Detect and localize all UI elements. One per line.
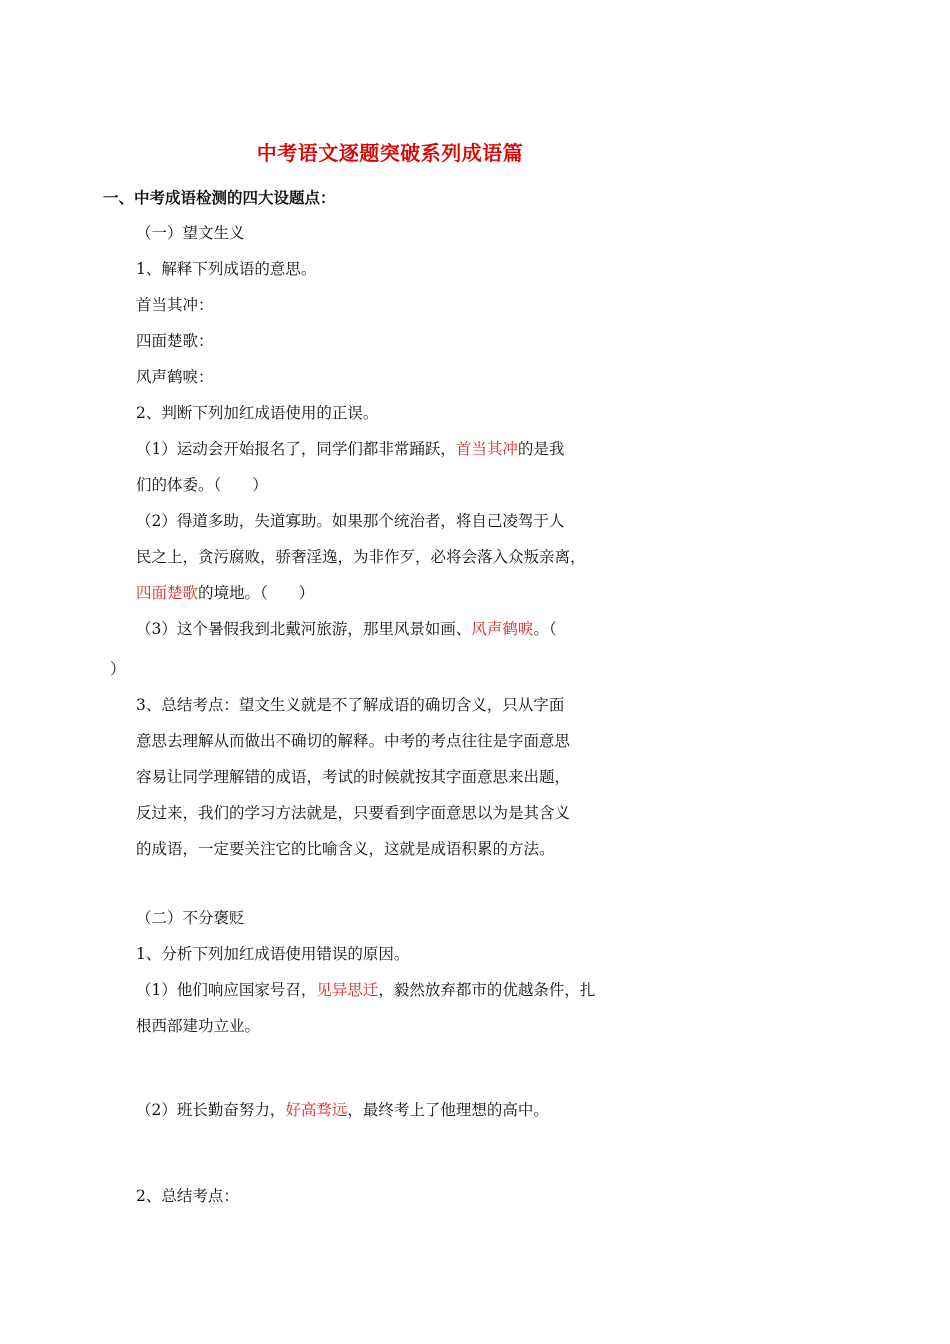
- item-text: （3）这个暑假我到北戴河旅游，那里风景如画、: [136, 620, 472, 638]
- blank-line-1: 首当其冲：: [136, 296, 214, 314]
- item-text: 。（: [533, 620, 557, 638]
- summary-line-2: 意思去理解从而做出不确切的解释。中考的考点往往是字面意思: [136, 732, 571, 750]
- blank-line-3: 风声鹤唳：: [136, 368, 214, 386]
- item-text: ，毅然放弃都市的优越条件，扎: [378, 981, 596, 999]
- blank-line-2: 四面楚歌：: [136, 332, 214, 350]
- item-3-line-2: ）: [110, 660, 126, 678]
- red-idiom: 风声鹤唳: [471, 620, 534, 638]
- item-b1-line-2: 根西部建功立业。: [136, 1017, 261, 1035]
- item-text: （1）他们响应国家号召，: [136, 981, 317, 999]
- item-text: 的境地。（ ）: [198, 584, 315, 602]
- item-text: （1）运动会开始报名了，同学们都非常踊跃，: [136, 440, 456, 458]
- subsection-heading-2: （二）不分褒贬: [136, 909, 245, 927]
- item-text: ，最终考上了他理想的高中。: [347, 1101, 549, 1119]
- item-1-line-1: [136, 439, 564, 459]
- question-2-b: 2、总结考点：: [136, 1187, 239, 1205]
- section-heading: 一、中考成语检测的四大设题点：: [103, 189, 336, 207]
- summary-line-5: 的成语，一定要关注它的比喻含义，这就是成语积累的方法。: [136, 840, 555, 858]
- subsection-heading-1: （一）望文生义: [136, 224, 245, 242]
- item-2-line-1: （2）得道多助，失道寡助。如果那个统治者，将自己凌驾于人: [136, 512, 565, 530]
- red-idiom: 首当其冲: [455, 440, 518, 458]
- item-2-line-2: 民之上，贪污腐败，骄奢淫逸，为非作歹，必将会落入众叛亲离，: [136, 548, 586, 566]
- question-1-b: 1、分析下列加红成语使用错误的原因。: [136, 945, 410, 963]
- item-2-line-3: [136, 583, 314, 603]
- item-b2-line-1: [136, 1100, 549, 1120]
- red-idiom: 见异思迁: [316, 981, 379, 999]
- item-text: 的是我: [517, 440, 565, 458]
- red-idiom: 四面楚歌: [136, 584, 199, 602]
- question-2: 2、判断下列加红成语使用的正误。: [136, 404, 379, 422]
- page-title: 中考语文逐题突破系列成语篇: [256, 141, 524, 165]
- item-b1-line-1: [136, 980, 595, 1000]
- summary-line-3: 容易让同学理解错的成语，考试的时候就按其字面意思来出题，: [136, 768, 571, 786]
- item-1-line-2: 们的体委。（ ）: [136, 476, 268, 494]
- red-idiom: 好高骛远: [285, 1101, 348, 1119]
- question-1: 1、解释下列成语的意思。: [136, 260, 317, 278]
- item-3-line-1: [136, 619, 557, 639]
- summary-line-1: 3、总结考点：望文生义就是不了解成语的确切含义，只从字面: [136, 696, 565, 714]
- summary-line-4: 反过来，我们的学习方法就是，只要看到字面意思以为是其含义: [136, 804, 571, 822]
- item-text: （2）班长勤奋努力，: [136, 1101, 286, 1119]
